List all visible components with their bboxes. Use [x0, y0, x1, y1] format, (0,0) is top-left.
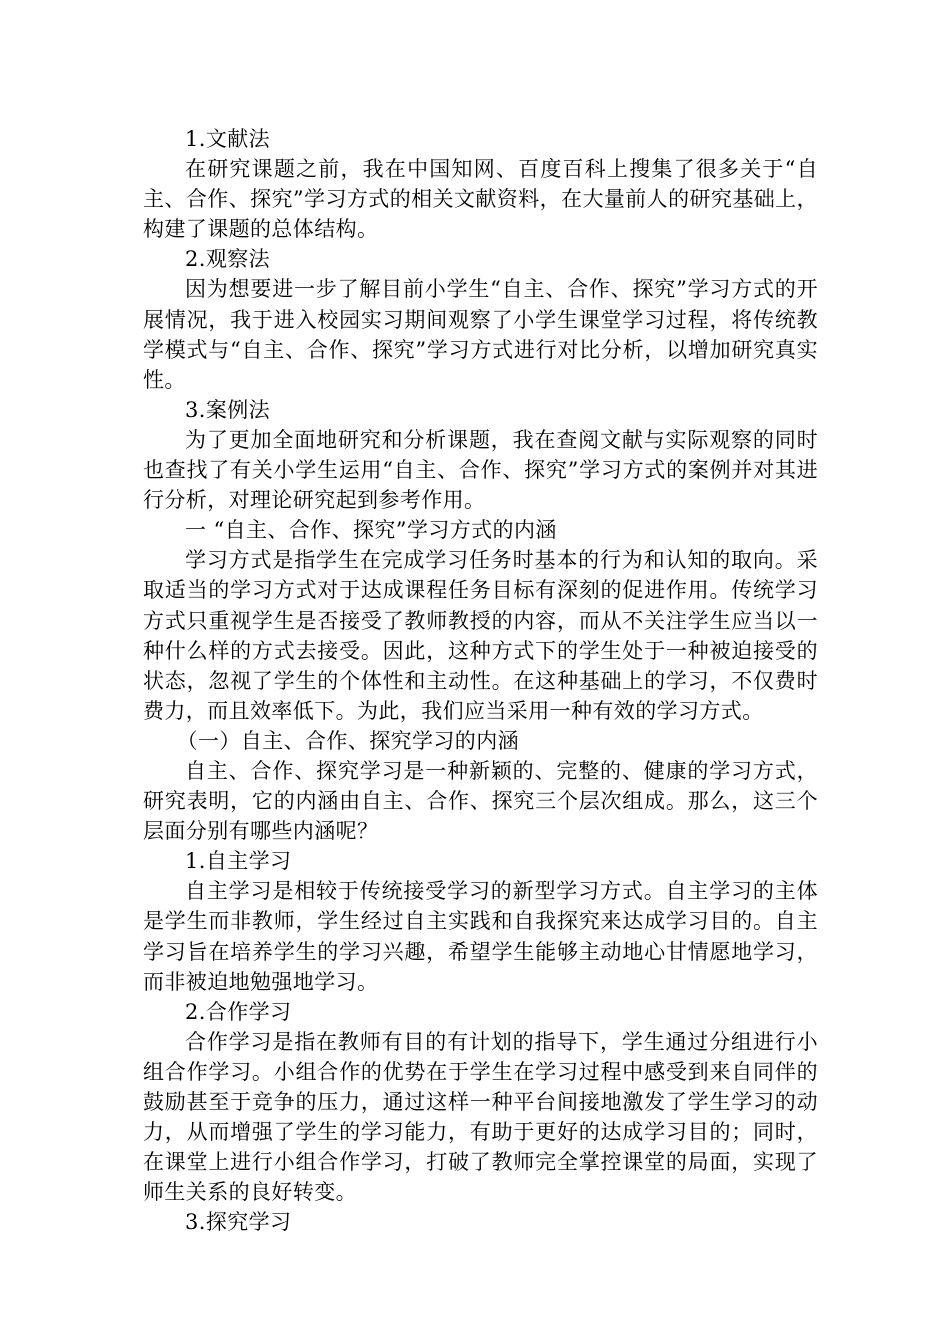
paragraph-three-levels: 自主、合作、探究学习是一种新颖的、完整的、健康的学习方式，研究表明，它的内涵由自主、合作、探究三个层次组成。那么，这三个层面分别有哪些内涵呢？	[143, 758, 818, 844]
paragraph-observation-method: 因为想要进一步了解目前小学生“自主、合作、探究”学习方式的开展情况，我于进入校园实习期间观察了小学生课堂学习过程，将传统教学模式与“自主、合作、探究”学习方式进行对比分析，以增加研究真实性。	[143, 277, 818, 392]
document-page	[143, 124, 818, 1237]
section-heading-literature-method: 1.文献法	[185, 127, 271, 151]
paragraph-cooperative-learning: 合作学习是指在教师有目的有计划的指导下，学生通过分组进行小组合作学习。小组合作的优势在于学生在学习过程中感受到来自同伴的鼓励甚至于竞争的压力，通过这样一种平台间接地激发了学生学习的动力，从而增强了学生的学习能力，有助于更好的达成学习目的；同时，在课堂上进行小组合作学习，打破了教师完全掌控课堂的局面，实现了师生关系的良好转变。	[143, 1029, 818, 1205]
subsection-heading-connotation: （一）自主、合作、探究学习的内涵	[176, 728, 519, 753]
section-heading-inquiry-learning: 3.探究学习	[185, 1210, 292, 1235]
paragraph-learning-style: 学习方式是指学生在完成学习任务时基本的行为和认知的取向。采取适当的学习方式对于达成课程任务目标有深刻的促进作用。传统学习方式只重视学生是否接受了教师教授的内容，而从不关注学生应当以一种什么样的方式去接受。因此，这种方式下的学生处于一种被迫接受的状态，忽视了学生的个体性和主动性。在这种基础上的学习，不仅费时费力，而且效率低下。为此，我们应当采用一种有效的学习方式。	[143, 548, 818, 723]
section-heading-cooperative-learning: 2.合作学习	[185, 999, 292, 1024]
section-heading-autonomous-learning: 1.自主学习	[185, 849, 292, 874]
chapter-heading-connotation: 一 “自主、合作、探究”学习方式的内涵	[185, 518, 557, 543]
paragraph-case-method: 为了更加全面地研究和分析课题，我在查阅文献与实际观察的同时也查找了有关小学生运用“自主、合作、探究”学习方式的案例并对其进行分析，对理论研究起到参考作用。	[143, 427, 818, 513]
section-heading-case-method: 3.案例法	[185, 397, 271, 422]
paragraph-literature-method: 在研究课题之前，我在中国知网、百度百科上搜集了很多关于“自主、合作、探究”学习方式的相关文献资料，在大量前人的研究基础上，构建了课题的总体结构。	[143, 157, 818, 242]
section-heading-observation-method: 2.观察法	[185, 247, 271, 272]
paragraph-autonomous-learning: 自主学习是相较于传统接受学习的新型学习方式。自主学习的主体是学生而非教师，学生经过自主实践和自我探究来达成学习目的。自主学习旨在培养学生的学习兴趣，希望学生能够主动地心甘情愿地学习，而非被迫地勉强地学习。	[143, 879, 818, 994]
